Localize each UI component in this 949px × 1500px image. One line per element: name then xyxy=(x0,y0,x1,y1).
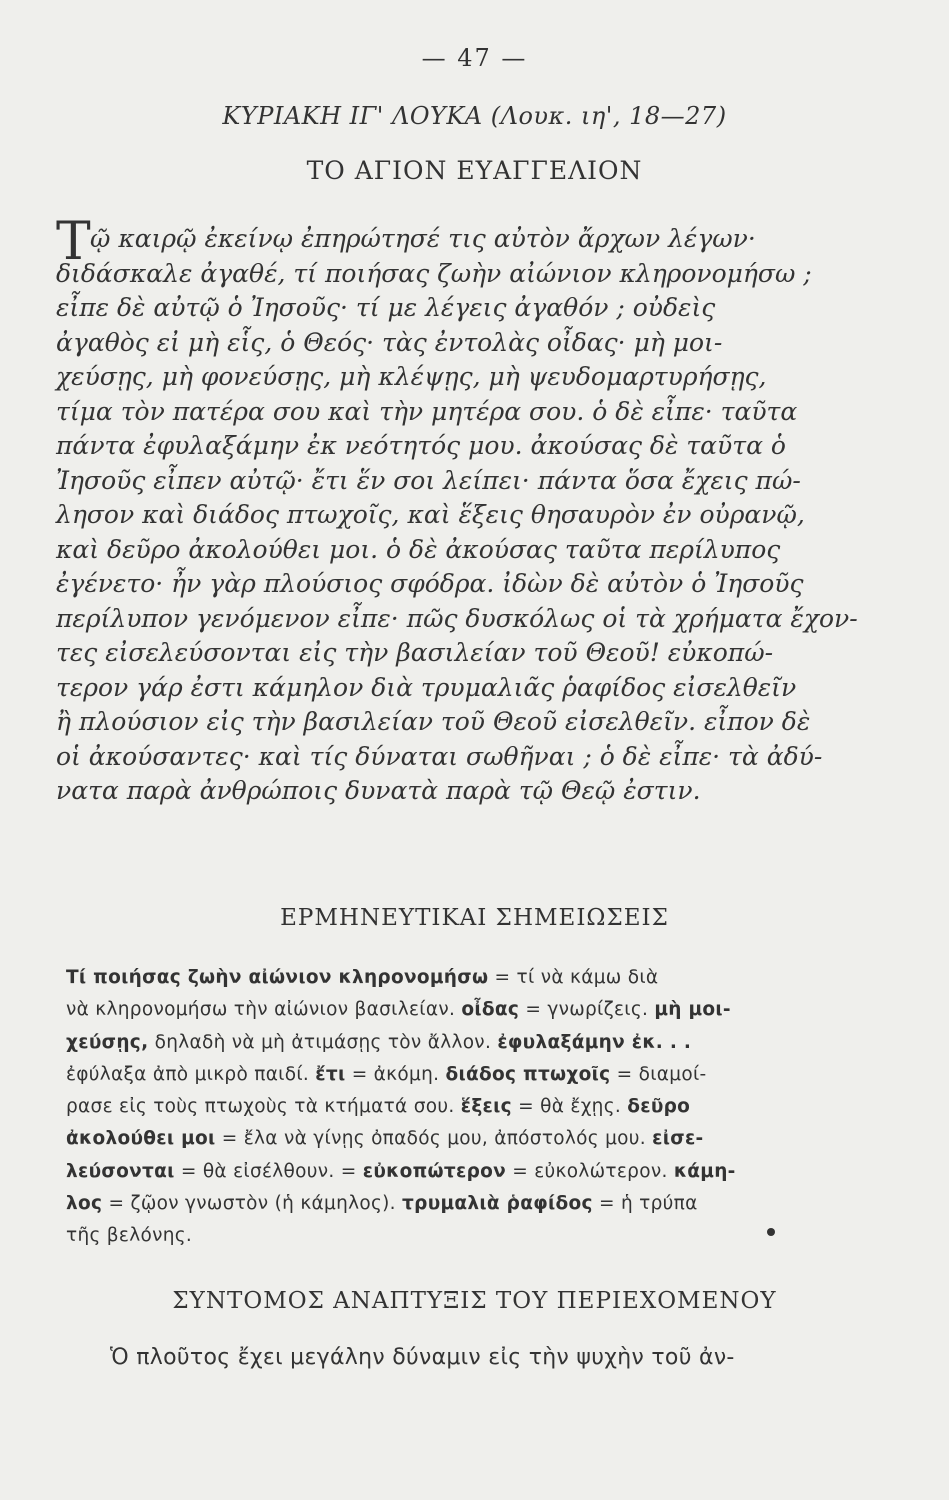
note-line xyxy=(66,1091,736,1123)
note-line xyxy=(66,962,736,994)
pericope-heading: ΚΥΡΙΑΚΗ ΙΓ' ΛΟΥΚΑ (Λουκ. ιη', 18—27) xyxy=(222,102,727,130)
gospel-line: νατα παρὰ ἀνθρώποις δυνατὰ παρὰ τῷ Θεῷ ἐστιν. xyxy=(56,776,701,805)
note-line xyxy=(66,1027,736,1059)
note-term: δεῦρο xyxy=(627,1096,691,1118)
gospel-line: καὶ δεῦρο ἀκολούθει μοι. ὁ δὲ ἀκούσας ταῦτα περίλυπος xyxy=(56,534,781,564)
note-text: = εὐκολώτερον. xyxy=(506,1160,674,1182)
gospel-line: ἐγένετο· ἦν γὰρ πλούσιος σφόδρα. ἰδὼν δὲ αὐτὸν ὁ Ἰησοῦς xyxy=(56,569,804,598)
drop-cap: Τ xyxy=(56,212,91,272)
note-term: λος xyxy=(66,1193,103,1215)
gospel-line: ἢ πλούσιον εἰς τὴν βασιλείαν τοῦ Θεοῦ εἰσελθεῖν. εἶπον δὲ xyxy=(56,707,811,736)
note-term: ἀκολούθει μοι xyxy=(66,1128,216,1150)
note-text: = ἡ τρύπα xyxy=(592,1193,698,1215)
note-line xyxy=(66,1123,736,1155)
note-text: = θὰ ἔχῃς. xyxy=(511,1096,628,1118)
notes-title: ΕΡΜΗΝΕΥΤΙΚΑΙ ΣΗΜΕΙΩΣΕΙΣ xyxy=(280,905,669,931)
gospel-line: περίλυπον γενόμενον εἶπε· πῶς δυσκόλως οἱ τὰ χρήματα ἔχον- xyxy=(56,603,858,633)
gospel-line: ῷ καιρῷ ἐκείνῳ ἐπηρώτησέ τις αὐτὸν ἄρχων λέγων· xyxy=(90,224,756,253)
note-term: οἶδας xyxy=(461,999,520,1021)
gospel-line: διδάσκαλε ἀγαθέ, τί ποιήσας ζωὴν αἰώνιον κληρονομήσω ; xyxy=(56,258,812,288)
note-text: νὰ κληρονομήσω τὴν αἰώνιον βασιλείαν. xyxy=(66,999,462,1021)
note-text: ρασε εἰς τοὺς πτωχοὺς τὰ κτήματά σου. xyxy=(66,1096,461,1118)
gospel-line: εἶπε δὲ αὐτῷ ὁ Ἰησοῦς· τί με λέγεις ἀγαθόν ; οὐδεὶς xyxy=(56,293,716,322)
note-line xyxy=(66,1156,736,1188)
notes xyxy=(66,962,736,1253)
note-term: διάδος πτωχοῖς xyxy=(445,1063,611,1085)
ornament-dot xyxy=(767,1228,775,1236)
note-text: = γνωρίζεις. xyxy=(519,999,655,1021)
note-line xyxy=(66,1188,736,1220)
note-text: = ἔλα νὰ γίνῃς ὀπαδός μου, ἀπόστολός μου. xyxy=(215,1128,653,1150)
gospel-line: Ἰησοῦς εἶπεν αὐτῷ· ἔτι ἕν σοι λείπει· πάντα ὅσα ἔχεις πώ- xyxy=(56,465,801,495)
gospel-line: τίμα τὸν πατέρα σου καὶ τὴν μητέρα σου. ὁ δὲ εἶπε· ταῦτα xyxy=(56,396,798,426)
note-term: ἔτι xyxy=(315,1063,346,1085)
gospel-line: χεύσῃς, μὴ φονεύσῃς, μὴ κλέψῃς, μὴ ψευδομαρτυρήσῃς, xyxy=(56,362,767,391)
note-line xyxy=(66,994,736,1026)
note-text: = διαμοί- xyxy=(610,1063,707,1085)
note-line xyxy=(66,1220,736,1252)
gospel-line: τερον γάρ ἐστι κάμηλον διὰ τρυμαλιᾶς ῥαφίδος εἰσελθεῖν xyxy=(56,672,797,702)
note-term: μὴ μοι- xyxy=(654,999,731,1021)
note-text: = ζῷον γνωστὸν (ἡ κάμηλος). xyxy=(102,1193,403,1215)
gospel-line: πάντα ἐφυλαξάμην ἐκ νεότητός μου. ἀκούσας δὲ ταῦτα ὁ xyxy=(56,431,786,460)
note-text: τῆς βελόνης. xyxy=(66,1225,193,1247)
gospel-line: λησον καὶ διάδος πτωχοῖς, καὶ ἕξεις θησαυρὸν ἐν οὐρανῷ, xyxy=(56,500,805,529)
gospel-title: ΤΟ ΑΓΙΟΝ ΕΥΑΓΓΕΛΙΟΝ xyxy=(306,156,643,185)
note-term: εὐκοπώτερον xyxy=(362,1160,507,1182)
gospel-line: τες εἰσελεύσονται εἰς τὴν βασιλείαν τοῦ Θεοῦ! εὐκοπώ- xyxy=(56,638,774,667)
gospel-line: ἀγαθὸς εἰ μὴ εἷς, ὁ Θεός· τὰς ἐντολὰς οἶδας· μὴ μοι- xyxy=(56,327,723,357)
page-number: — 47 — xyxy=(421,44,528,72)
note-term: λεύσονται xyxy=(66,1160,175,1182)
note-term: Τί ποιήσας ζωὴν αἰώνιον κληρονομήσω xyxy=(66,967,489,988)
note-text: = ἀκόμη. xyxy=(345,1063,446,1085)
note-text: δηλαδὴ νὰ μὴ ἀτιμάσῃς τὸν ἄλλον. xyxy=(148,1031,498,1053)
note-text: ἐφύλαξα ἀπὸ μικρὸ παιδί. xyxy=(66,1063,316,1085)
gospel-text xyxy=(56,212,858,809)
note-text: = θὰ εἰσέλθουν. = xyxy=(174,1160,363,1182)
note-term: ἕξεις xyxy=(460,1096,512,1118)
summary-first-line: Ὁ πλοῦτος ἔχει μεγάλην δύναμιν εἰς τὴν ψυχὴν τοῦ ἀν- xyxy=(110,1345,735,1370)
note-text: = τί νὰ κάμω διὰ xyxy=(488,967,659,988)
note-term: κάμη- xyxy=(673,1160,736,1182)
note-term: τρυμαλιὰ ῥαφίδος xyxy=(402,1193,593,1215)
note-term: εἰσε- xyxy=(652,1128,704,1150)
gospel-line: οἱ ἀκούσαντες· καὶ τίς δύναται σωθῆναι ; ὁ δὲ εἶπε· τὰ ἀδύ- xyxy=(56,741,823,771)
note-line xyxy=(66,1059,736,1091)
note-term: χεύσῃς, xyxy=(66,1031,149,1053)
summary-title: ΣΥΝΤΟΜΟΣ ΑΝΑΠΤΥΞΙΣ ΤΟΥ ΠΕΡΙΕΧΟΜΕΝΟΥ xyxy=(172,1288,777,1314)
note-term: ἐφυλαξάμην ἐκ. . . xyxy=(497,1031,692,1053)
